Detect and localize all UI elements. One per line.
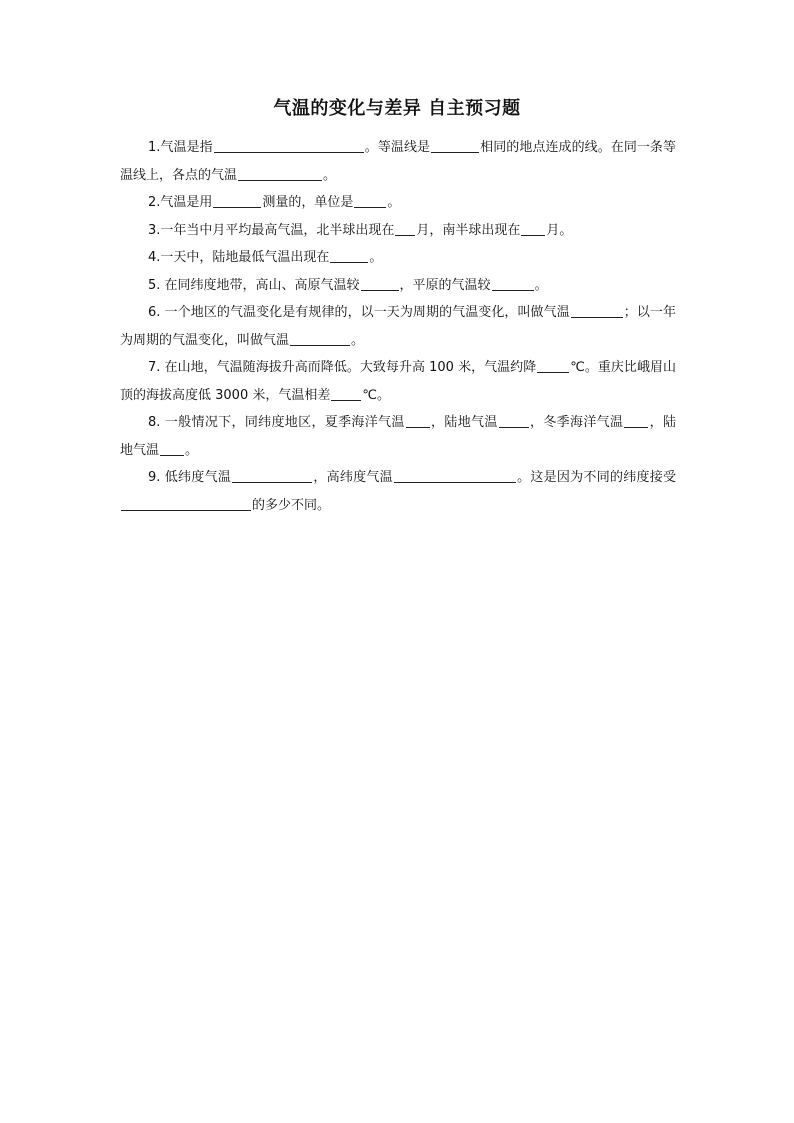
question-text: 。 <box>323 167 337 183</box>
question-1 <box>120 134 676 189</box>
answer-blank[interactable] <box>290 331 350 346</box>
answer-blank[interactable] <box>361 276 399 291</box>
question-text: 7. 在山地，气温随海拔升高而降低。大致每升高 100 米，气温约降 <box>148 360 537 375</box>
answer-blank[interactable] <box>394 468 516 483</box>
answer-blank[interactable] <box>213 193 261 208</box>
answer-blank[interactable] <box>160 441 184 456</box>
answer-blank[interactable] <box>238 166 322 181</box>
question-text: 测量的，单位是 <box>262 195 354 210</box>
question-9 <box>120 464 676 519</box>
question-text: ℃。重庆比峨眉山顶的海拔高度低 3000 米，气温相差 <box>120 360 676 403</box>
question-text: 相同的地点连成的线。在同一条等温线上，各点的气温 <box>120 140 676 183</box>
question-2 <box>120 189 676 217</box>
question-7 <box>120 354 676 409</box>
answer-blank[interactable] <box>354 193 386 208</box>
question-4 <box>120 244 676 272</box>
answer-blank[interactable] <box>521 221 545 236</box>
answer-blank[interactable] <box>406 413 430 428</box>
page-title: 气温的变化与差异 自主预习题 <box>273 98 521 119</box>
question-text: 。 <box>351 332 365 348</box>
answer-blank[interactable] <box>121 496 251 511</box>
question-text: ；以一年为周期的气温变化，叫做气温 <box>120 305 676 348</box>
question-text: 9. 低纬度气温 <box>148 470 232 485</box>
answer-blank[interactable] <box>395 221 415 236</box>
question-text: 5. 在同纬度地带，高山、高原气温较 <box>148 277 360 293</box>
question-text: 8. 一般情况下，同纬度地区，夏季海洋气温 <box>148 415 405 430</box>
question-text: 月，南半球出现在 <box>416 222 521 238</box>
question-8 <box>120 409 676 464</box>
question-text: 4.一天中，陆地最低气温出现在 <box>148 250 330 265</box>
question-text: ℃。 <box>362 387 390 403</box>
question-5 <box>120 272 676 300</box>
answer-blank[interactable] <box>499 413 529 428</box>
answer-blank[interactable] <box>232 468 312 483</box>
question-text: 6. 一个地区的气温变化是有规律的，以一天为周期的气温变化，叫做气温 <box>148 305 570 320</box>
answer-blank[interactable] <box>331 386 361 401</box>
question-text: 。 <box>534 277 548 293</box>
question-text: 。 <box>369 250 383 265</box>
answer-blank[interactable] <box>624 413 648 428</box>
question-text: ，陆地气温 <box>430 415 498 430</box>
question-text: 的多少不同。 <box>252 497 331 513</box>
question-text: ，高纬度气温 <box>313 470 393 485</box>
question-list <box>120 134 676 519</box>
question-text: 1.气温是指 <box>148 140 213 155</box>
answer-blank[interactable] <box>571 303 623 318</box>
answer-blank[interactable] <box>537 358 569 373</box>
question-text: 。 <box>185 442 199 458</box>
answer-blank[interactable] <box>492 276 534 291</box>
question-6 <box>120 299 676 354</box>
question-text: 月。 <box>546 222 573 238</box>
answer-blank[interactable] <box>330 248 368 263</box>
question-text: 。等温线是 <box>364 140 431 155</box>
answer-blank[interactable] <box>431 138 479 153</box>
answer-blank[interactable] <box>214 138 364 153</box>
question-text: ，冬季海洋气温 <box>529 415 624 430</box>
question-text: 。 <box>387 195 401 210</box>
question-text: ，平原的气温较 <box>399 277 491 293</box>
question-text: 。这是因为不同的纬度接受 <box>516 470 676 485</box>
question-3 <box>120 217 676 245</box>
question-text: 3.一年当中月平均最高气温，北半球出现在 <box>148 222 395 238</box>
question-text: ，陆地气温 <box>120 415 676 458</box>
question-text: 2.气温是用 <box>148 195 213 210</box>
